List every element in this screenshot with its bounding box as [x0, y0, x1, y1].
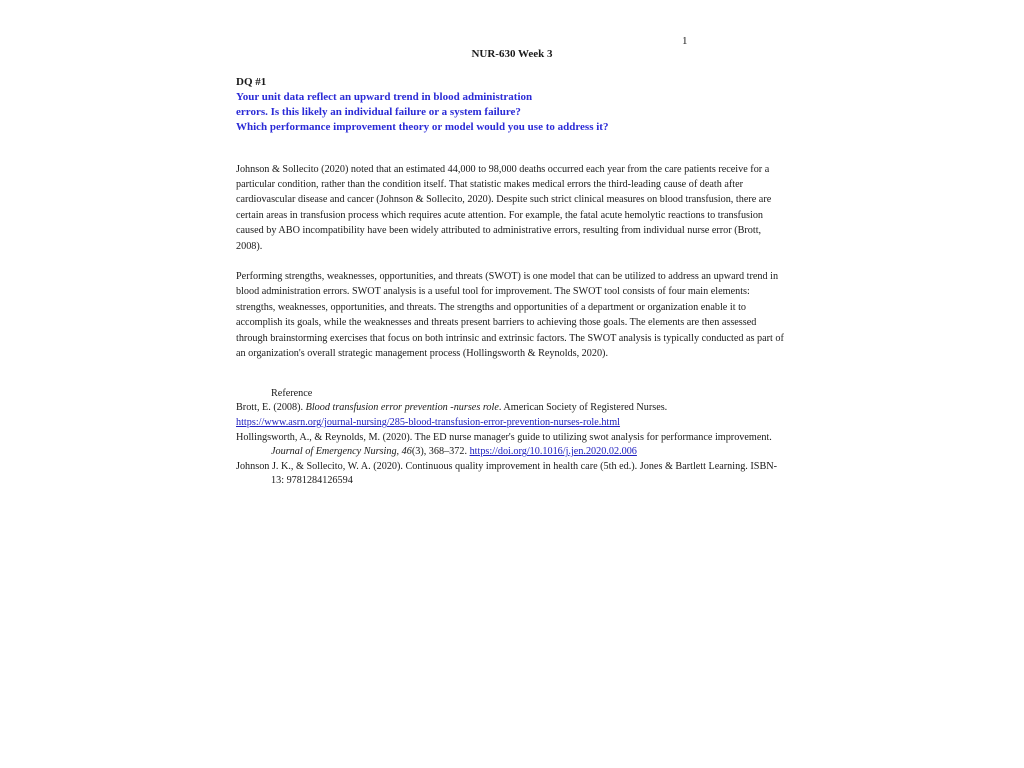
question-line-3: Which performance improvement theory or model would you use to address it?	[236, 121, 609, 134]
page-number: 1	[682, 35, 688, 47]
document-title: NUR-630 Week 3	[471, 48, 553, 60]
reference-hollingsworth-link[interactable]: https://doi.org/10.1016/j.jen.2020.02.006	[469, 446, 637, 458]
question-line-1: Your unit data reflect an upward trend in blood administration	[236, 91, 533, 103]
reference-brott-author: Brott, E. (2008).	[236, 402, 306, 414]
reference-brott-link[interactable]: https://www.asrn.org/journal-nursing/285-blood-transfusion-error-prevention-nurses-role.html	[236, 417, 621, 429]
reference-hollingsworth-pages: (3), 368–372.	[411, 446, 470, 458]
paragraph-2: Performing strengths, weaknesses, opportunities, and threats (SWOT) is one model that can be utilized to address an upward trend in blood administration errors. SWOT analysis is a useful tool for improvement. The SWOT tool consists of four main elements: strengths, weaknesses, opportunities, and threats. The strengths and opportunities of a department or organization enable it to accomplish its goals, while the weaknesses and threats present barriers to achieving those goals. The elements are then assessed through brainstorming exercises that focus on both intrinsic and extrinsic factors. The SWOT analysis is typically conducted as part of an organization's overall strategic management process (Hollingsworth & Reynolds, 2020).	[236, 271, 784, 360]
document-body	[236, 75, 788, 489]
reference-brott-title: Blood transfusion error prevention -nurses role	[305, 402, 499, 414]
reference-johnson-text: Johnson J. K., & Sollecito, W. A. (2020). Continuous quality improvement in health care (5th ed.). Jones & Bartlett Learning. ISBN-13: 9781284126594	[236, 460, 777, 487]
reference-hollingsworth	[236, 431, 788, 460]
reference-brott	[236, 401, 788, 430]
references-heading: Reference	[271, 388, 313, 400]
discussion-question	[236, 90, 788, 136]
dq-heading: DQ #1	[236, 76, 267, 88]
question-line-2: errors. Is this likely an individual failure or a system failure?	[236, 106, 521, 119]
reference-hollingsworth-text: Hollingsworth, A., & Reynolds, M. (2020). The ED nurse manager's guide to utilizing swot analysis for performance improvement.	[236, 431, 772, 443]
paragraph-1: Johnson & Sollecito (2020) noted that an estimated 44,000 to 98,000 deaths occurred each year from the care patients receive for a particular condition, rather than the condition itself. That statistic makes medical errors the third-leading cause of death after cardiovascular disease and cancer (Johnson & Sollecito, 2020). Despite such strict clinical measures on blood transfusion, there are certain areas in transfusion process which requires acute attention. For example, the fatal acute hemolytic reactions to transfusion caused by ABO incompatibility have been widely attributed to administrative errors, resulting from individual nurse error (Brott, 2008).	[236, 163, 772, 252]
reference-hollingsworth-journal: Journal of Emergency Nursing, 46	[271, 446, 412, 458]
reference-johnson	[236, 460, 788, 489]
reference-brott-publisher: . American Society of Registered Nurses.	[498, 402, 668, 414]
